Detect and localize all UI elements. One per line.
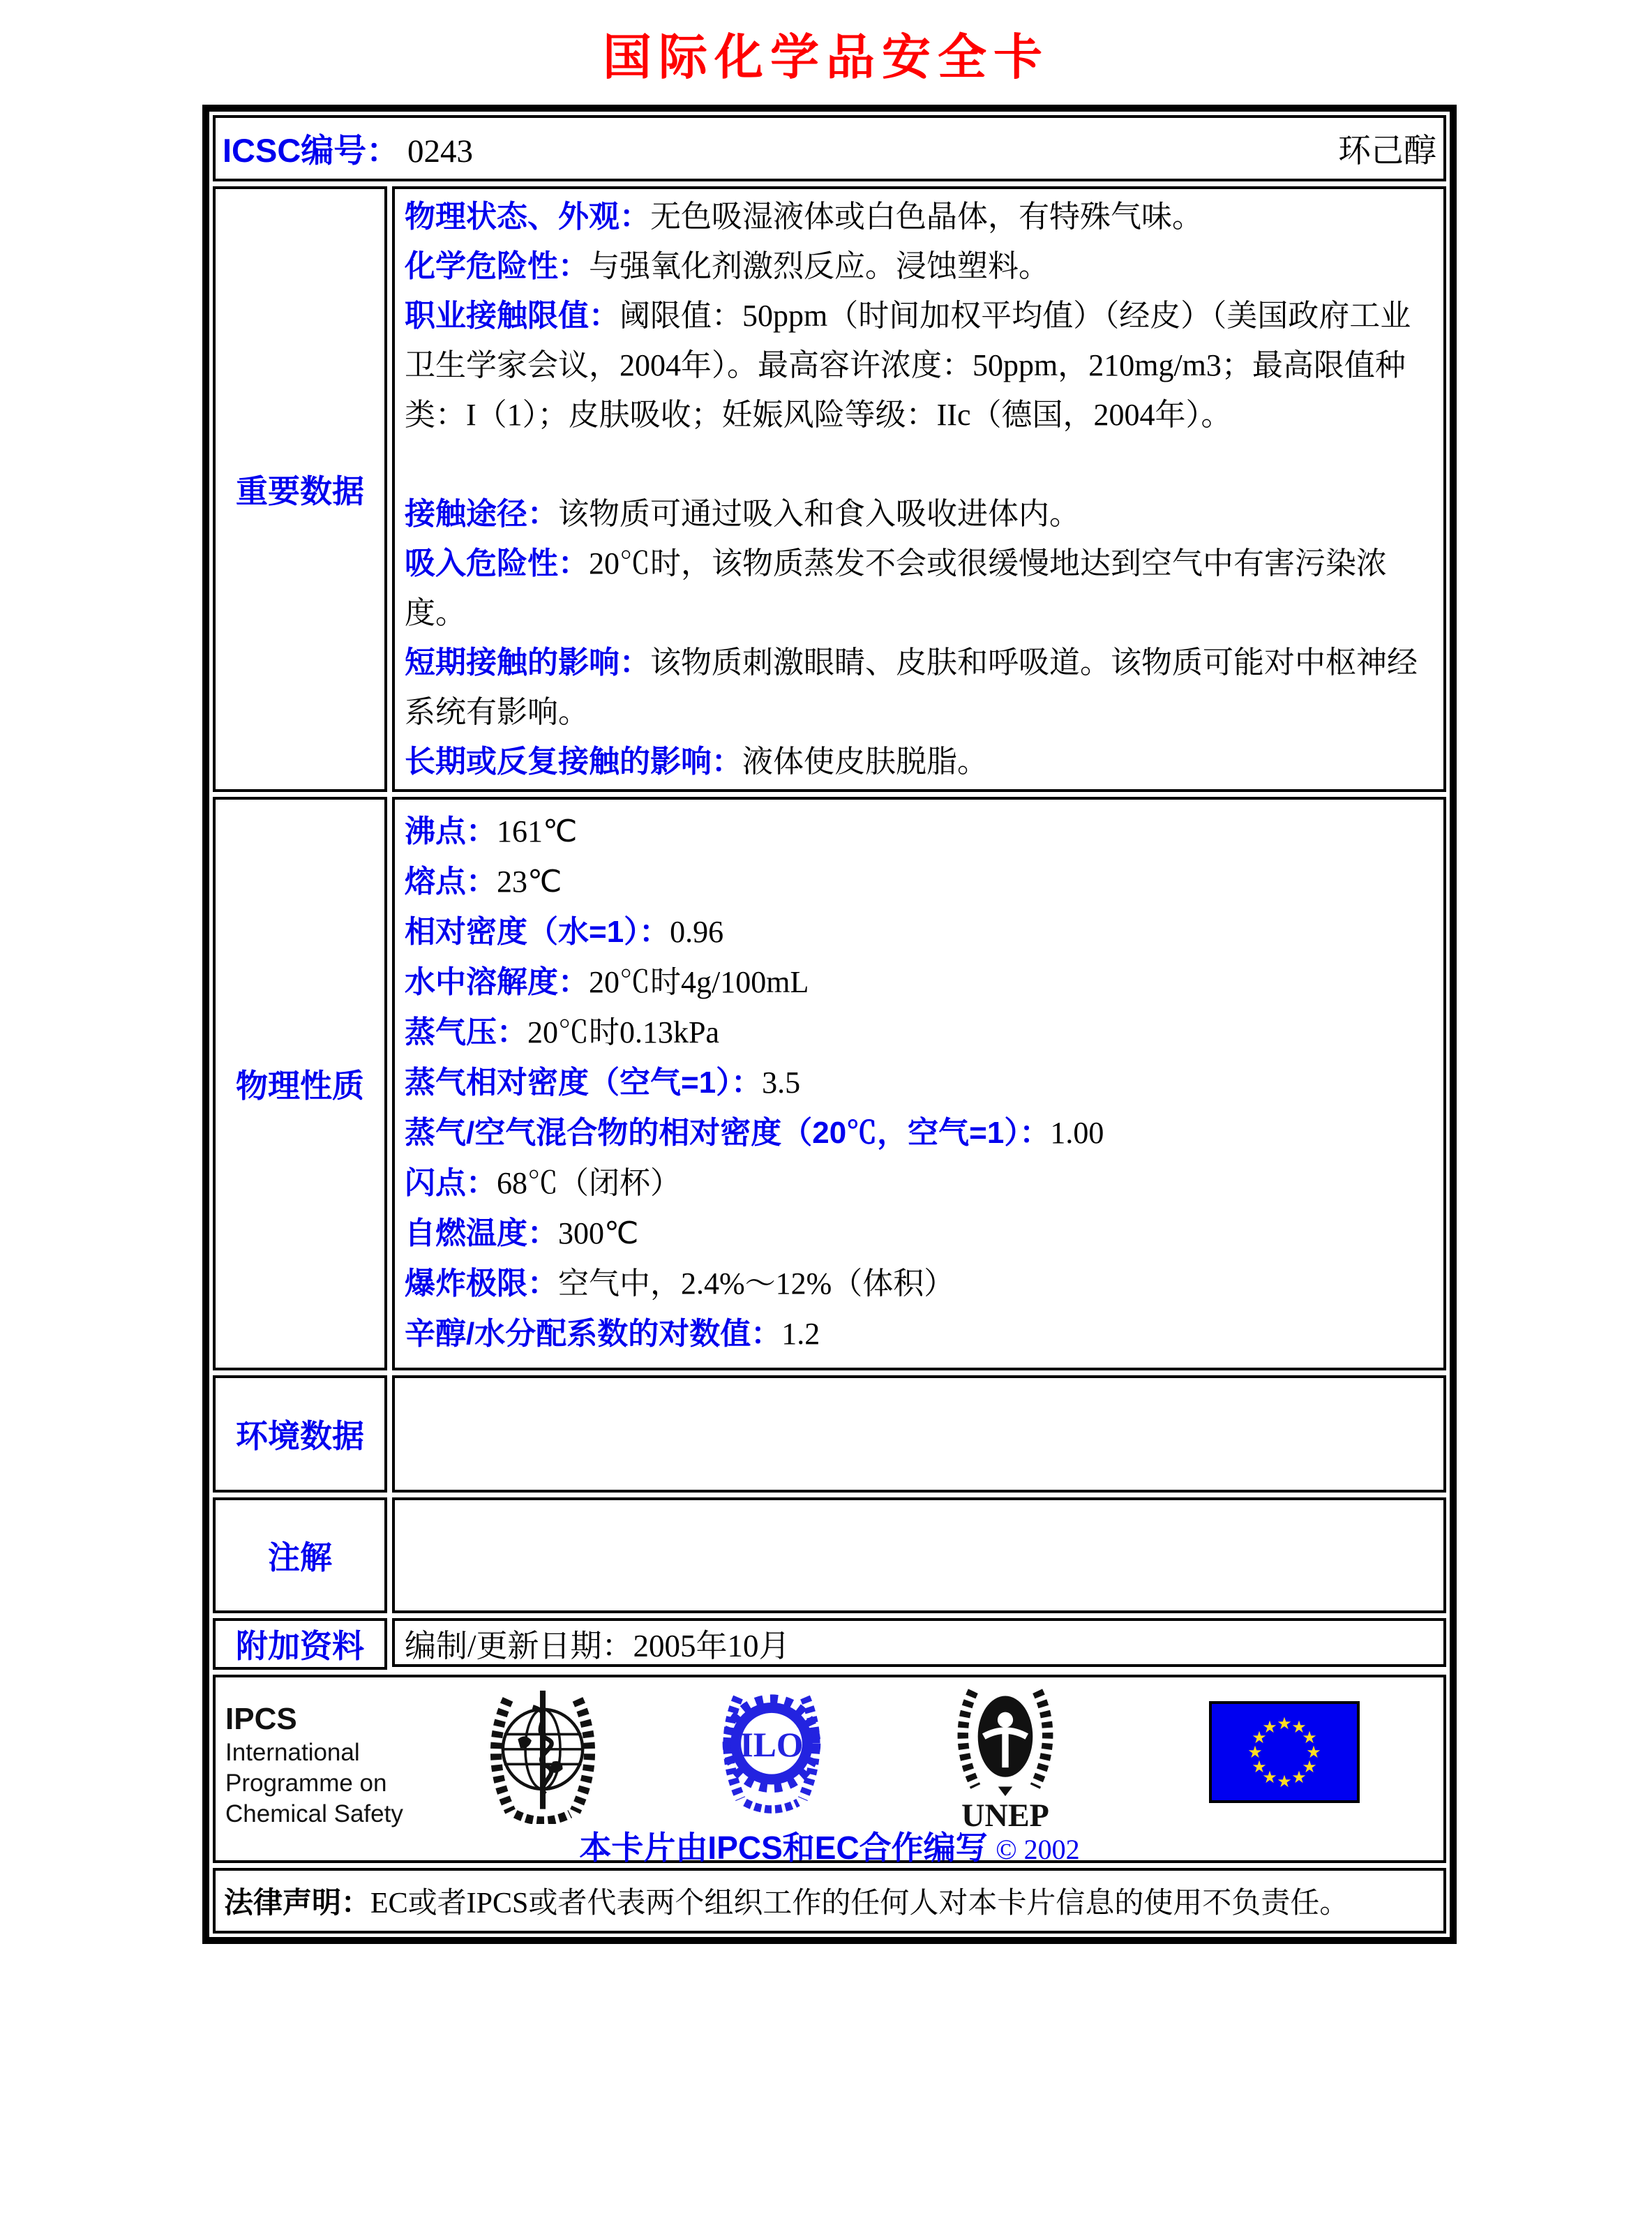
icsc-number-label: ICSC编号： xyxy=(223,132,400,169)
svg-text:★: ★ xyxy=(1252,1757,1267,1777)
prop-octanol-water-partition: 辛醇/水分配系数的对数值：1.2 xyxy=(405,1317,820,1351)
ipcs-line-1: International xyxy=(225,1739,360,1766)
section-label-physical-properties: 物理性质 xyxy=(213,797,387,1370)
prop-relative-density: 相对密度（水=1）：0.96 xyxy=(405,915,724,949)
svg-text:★: ★ xyxy=(1302,1757,1317,1777)
section-label-notes: 注解 xyxy=(213,1497,387,1613)
unep-logo-icon xyxy=(945,1682,1065,1830)
svg-text:★: ★ xyxy=(1306,1742,1321,1762)
svg-text:★: ★ xyxy=(1277,1772,1292,1791)
row-physical-properties xyxy=(213,797,1446,1370)
ipcs-line-2: Programme on xyxy=(225,1770,387,1797)
prop-autoignition-temperature: 自燃温度：300℃ xyxy=(405,1216,639,1250)
prop-melting-point: 熔点：23℃ xyxy=(405,865,562,899)
section-label-additional-info: 附加资料 xyxy=(213,1618,387,1670)
prop-explosive-limits: 爆炸极限：空气中，2.4%～12%（体积） xyxy=(405,1266,955,1301)
ilo-logo-icon xyxy=(714,1686,829,1820)
prop-vapor-relative-density: 蒸气相对密度（空气=1）：3.5 xyxy=(405,1065,801,1100)
svg-text:★: ★ xyxy=(1291,1717,1307,1737)
important-data-content xyxy=(392,186,1446,792)
svg-text:★: ★ xyxy=(1252,1728,1267,1747)
prop-boiling-point: 沸点：161℃ xyxy=(405,814,578,848)
ipcs-acronym: IPCS xyxy=(225,1702,297,1736)
ipcs-line-3: Chemical Safety xyxy=(225,1800,403,1827)
row-header xyxy=(213,115,1446,181)
data-entry-exposure-routes: 接触途径：该物质可通过吸入和食入吸收进体内。 xyxy=(405,497,1080,531)
notes-content xyxy=(392,1497,1446,1613)
logo-strip xyxy=(216,1682,1443,1830)
ilo-letters: ILO xyxy=(739,1725,804,1764)
row-notes xyxy=(213,1497,1446,1613)
section-label-important-data: 重要数据 xyxy=(213,186,387,792)
physical-properties-content xyxy=(392,797,1446,1370)
data-entry-inhalation-risk: 吸入危险性：20℃时，该物质蒸发不会或很缓慢地达到空气中有害污染浓度。 xyxy=(405,546,1387,630)
header-row-cell xyxy=(213,115,1446,181)
svg-text:★: ★ xyxy=(1262,1767,1277,1787)
page-title: 国际化学品安全卡 xyxy=(603,30,1049,84)
data-entry-chemical-danger: 化学危险性：与强氧化剂激烈反应。浸蚀塑料。 xyxy=(405,249,1049,283)
svg-text:★: ★ xyxy=(1262,1717,1277,1737)
icsc-card-table xyxy=(202,105,1457,1944)
legal-label: 法律声明： xyxy=(224,1886,371,1919)
row-legal xyxy=(213,1868,1446,1934)
row-important-data xyxy=(213,186,1446,792)
prop-flash-point: 闪点：68℃（闭杯） xyxy=(405,1166,681,1200)
who-logo-icon xyxy=(478,1684,608,1824)
section-label-environmental-data: 环境数据 xyxy=(213,1375,387,1493)
update-date-value: 2005年10月 xyxy=(633,1628,790,1663)
eu-flag-icon xyxy=(1209,1701,1360,1803)
svg-text:★: ★ xyxy=(1277,1714,1292,1733)
data-entry-physical-state: 物理状态、外观：无色吸湿液体或白色晶体，有特殊气味。 xyxy=(405,200,1203,234)
legal-text: EC或者IPCS或者代表两个组织工作的任何人对本卡片信息的使用不负责任。 xyxy=(370,1887,1349,1920)
prop-vapor-air-mixture-density: 蒸气/空气混合物的相对密度（20℃，空气=1）：1.00 xyxy=(405,1116,1104,1150)
footer-caption-text: 本卡片由IPCS和EC合作编写 xyxy=(579,1830,988,1866)
chemical-name: 环己醇 xyxy=(1338,133,1436,170)
logos-cell xyxy=(213,1675,1446,1866)
data-entry-occupational-limits: 职业接触限值：阈限值：50ppm（时间加权平均值）（经皮）（美国政府工业卫生学家会议，2004年）。最高容许浓度：50ppm，210mg/m3；最高限值种类：I（1）；皮肤吸收；妊娠风险等级：IIc（德国，2004年）。 xyxy=(405,299,1411,432)
footer-copyright: © 2002 xyxy=(996,1834,1080,1865)
svg-text:★: ★ xyxy=(1291,1767,1307,1787)
row-environmental-data xyxy=(213,1375,1446,1493)
icsc-number-value: 0243 xyxy=(407,133,474,170)
ipcs-text-block xyxy=(225,1701,435,1830)
icsc-number-group xyxy=(223,125,473,172)
data-entry-long-term-effects: 长期或反复接触的影响：液体使皮肤脱脂。 xyxy=(405,745,988,779)
svg-text:★: ★ xyxy=(1302,1728,1317,1747)
row-additional-info xyxy=(213,1618,1446,1670)
environmental-data-content xyxy=(392,1375,1446,1493)
row-logos xyxy=(213,1675,1446,1866)
additional-info-content xyxy=(392,1618,1446,1667)
legal-notice-cell xyxy=(213,1868,1446,1934)
prop-water-solubility: 水中溶解度：20℃时4g/100mL xyxy=(405,965,809,999)
data-entry-short-term-effects: 短期接触的影响：该物质刺激眼睛、皮肤和呼吸道。该物质可能对中枢神经系统有影响。 xyxy=(405,645,1418,729)
update-date-label: 编制/更新日期： xyxy=(405,1628,633,1663)
prop-vapor-pressure: 蒸气压：20℃时0.13kPa xyxy=(405,1015,719,1049)
svg-text:★: ★ xyxy=(1247,1742,1263,1762)
unep-letters: UNEP xyxy=(961,1797,1049,1830)
